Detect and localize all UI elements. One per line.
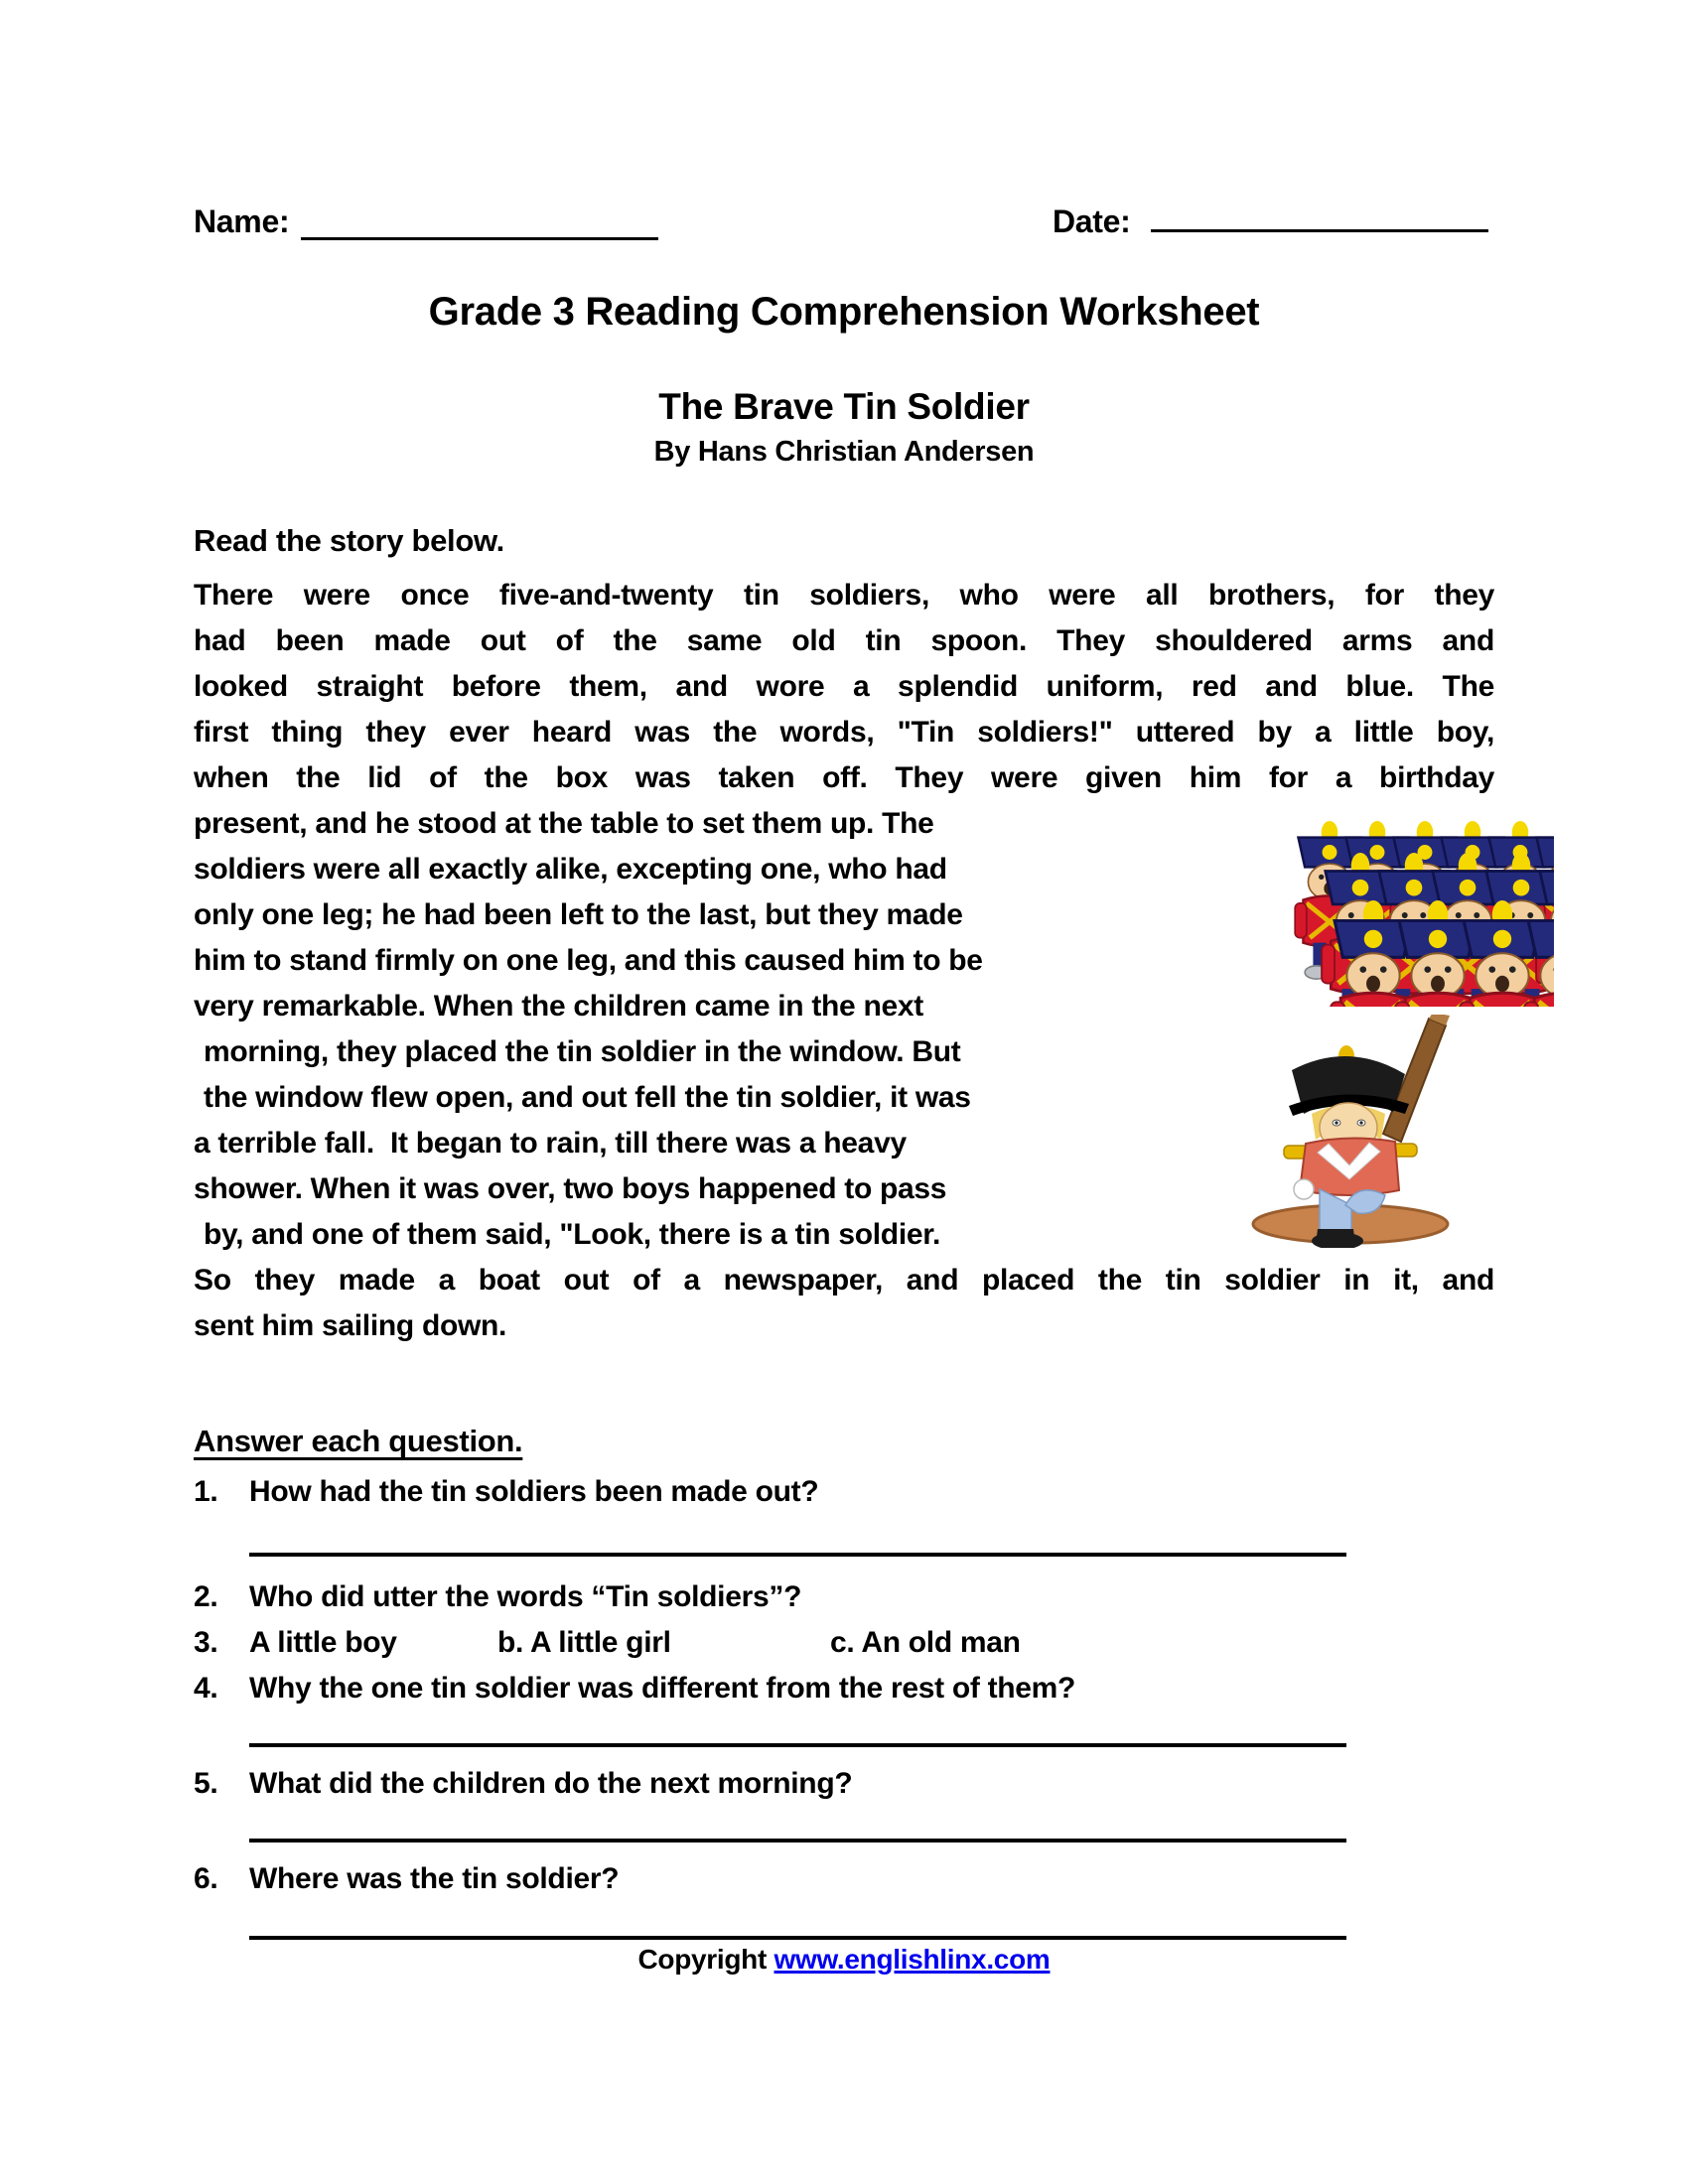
option-b: b. A little girl — [497, 1626, 671, 1659]
story-illustrations — [1157, 801, 1554, 1258]
question-text: Where was the tin soldier? — [249, 1862, 620, 1895]
story-line: sent him sailing down. — [194, 1309, 507, 1342]
question-4 — [194, 1666, 1494, 1711]
footer — [194, 1944, 1494, 1976]
question-5 — [194, 1761, 1494, 1807]
answer-line-1[interactable] — [249, 1553, 1346, 1557]
question-number: 1. — [194, 1475, 218, 1508]
name-blank-field[interactable] — [301, 206, 658, 240]
story-line: by, and one of them said, "Look, there is a tin soldier. — [204, 1218, 941, 1251]
answer-line-3[interactable] — [249, 1839, 1346, 1843]
answer-line-2[interactable] — [249, 1743, 1346, 1747]
question-6 — [194, 1856, 1494, 1902]
story-line: So they made a boat out of a newspaper, and placed the tin soldier in it, and — [194, 1264, 1494, 1297]
question-text: How had the tin soldiers been made out? — [249, 1475, 819, 1508]
question-number: 6. — [194, 1862, 218, 1895]
question-1 — [194, 1469, 1494, 1515]
question-number: 2. — [194, 1580, 218, 1613]
copyright-label: Copyright — [637, 1944, 774, 1975]
story-instruction: Read the story below. — [194, 523, 504, 558]
question-text: What did the children do the next morning? — [249, 1767, 853, 1800]
story-line: the window flew open, and out fell the tin soldier, it was — [204, 1081, 971, 1114]
tin-soldiers-group-image — [1157, 813, 1554, 1007]
story-line: him to stand firmly on one leg, and this caused him to be — [194, 944, 983, 977]
questions-heading: Answer each question. — [194, 1424, 523, 1458]
story-line: soldiers were all exactly alike, excepting one, who had — [194, 853, 947, 886]
question-text: Who did utter the words “Tin soldiers”? — [249, 1580, 802, 1613]
story-line: looked straight before them, and wore a splendid uniform, red and blue. The — [194, 670, 1494, 703]
story-line: first thing they ever heard was the words, "Tin soldiers!" uttered by a little boy, — [194, 716, 1494, 749]
question-3 — [194, 1620, 1494, 1666]
option-a: A little boy — [249, 1626, 397, 1659]
story-line: when the lid of the box was taken off. They were given him for a birthday — [194, 761, 1494, 794]
question-number: 4. — [194, 1672, 218, 1705]
questions-list — [194, 1469, 1494, 1940]
story-byline: By Hans Christian Andersen — [653, 436, 1035, 468]
date-label: Date: — [1053, 204, 1131, 239]
header-row — [194, 199, 1494, 240]
option-c: c. An old man — [830, 1626, 1021, 1659]
story-line: only one leg; he had been left to the last, but they made — [194, 898, 963, 931]
question-number: 3. — [194, 1626, 218, 1659]
answer-line-4[interactable] — [249, 1936, 1346, 1940]
story-line: There were once five-and-twenty tin soldiers, who were all brothers, for they — [194, 579, 1494, 612]
story-line: present, and he stood at the table to set them up. The — [194, 807, 934, 840]
story-title: The Brave Tin Soldier — [658, 386, 1030, 427]
story-line: shower. When it was over, two boys happened to pass — [194, 1172, 947, 1205]
question-2 — [194, 1574, 1494, 1620]
story-text — [194, 573, 1494, 1349]
date-blank-field[interactable] — [1151, 199, 1488, 232]
story-line: a terrible fall. It began to rain, till there was a heavy — [194, 1127, 907, 1160]
englishlinx-link[interactable]: www.englishlinx.com — [774, 1944, 1051, 1975]
tin-soldier-image — [1234, 1015, 1468, 1248]
story-line: very remarkable. When the children came in the next — [194, 990, 923, 1023]
question-text: Why the one tin soldier was different from the rest of them? — [249, 1672, 1076, 1705]
name-label: Name: — [194, 204, 290, 239]
question-number: 5. — [194, 1767, 218, 1800]
story-line: morning, they placed the tin soldier in the window. But — [204, 1035, 961, 1068]
story-line: had been made out of the same old tin spoon. They shouldered arms and — [194, 624, 1494, 657]
worksheet-title: Grade 3 Reading Comprehension Worksheet — [428, 290, 1260, 334]
